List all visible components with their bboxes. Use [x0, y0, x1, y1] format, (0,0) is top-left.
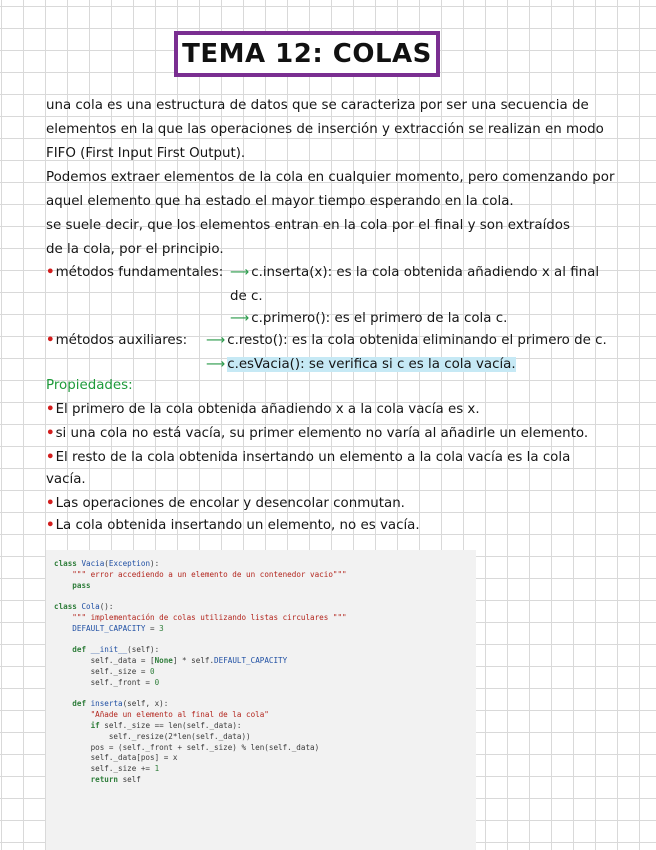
code-line	[54, 635, 468, 646]
methods-fundamental-label: •métodos fundamentales:	[46, 265, 224, 280]
bullet-icon: •	[46, 402, 55, 417]
method-resto: ⟶ c.resto(): es la cola obtenida eliminando el primero de c.	[206, 333, 607, 348]
code-line: """ implementación de colas utilizando listas circulares """	[72, 612, 347, 622]
title-box	[174, 31, 440, 77]
bullet-icon: •	[46, 518, 55, 533]
code-line: return self	[90, 774, 141, 784]
paragraph-line: se suele decir, que los elementos entran en la cola por el final y son extraídos	[46, 218, 570, 233]
code-line	[54, 591, 468, 602]
bullet-icon: •	[46, 426, 55, 441]
property-item: •El primero de la cola obtenida añadiendo x a la cola vacía es x.	[46, 402, 480, 417]
bullet-icon: •	[46, 333, 55, 348]
property-item: •La cola obtenida insertando un elemento, no es vacía.	[46, 518, 420, 533]
code-snippet	[46, 550, 476, 850]
properties-heading: Propiedades:	[46, 378, 133, 393]
code-line: """ error accediendo a un elemento de un contenedor vacio"""	[72, 569, 347, 579]
arrow-icon: ⟶	[230, 265, 250, 280]
bullet-icon: •	[46, 450, 55, 465]
code-line	[54, 689, 468, 700]
methods-auxiliary-label: •métodos auxiliares:	[46, 333, 188, 348]
code-line: self._size = 0	[54, 666, 155, 676]
code-line: if self._size == len(self._data):	[90, 720, 242, 730]
bullet-icon: •	[46, 496, 55, 511]
code-line: self._data = [None] * self.DEFAULT_CAPACITY	[54, 656, 288, 666]
code-line: def __init__(self):	[72, 645, 160, 655]
code-lines	[54, 559, 468, 786]
paragraph-line: de la cola, por el principio.	[46, 242, 224, 257]
property-item: •El resto de la cola obtenida insertando un elemento a la cola vacía es la cola	[46, 450, 571, 465]
arrow-icon: ⟶	[206, 357, 226, 372]
code-line: class Vacia(Exception):	[54, 559, 160, 568]
method-esvacia: ⟶ c.esVacia(): se verifica si c es la cola vacía.	[206, 357, 516, 372]
code-line: self._resize(2*len(self._data))	[54, 731, 251, 741]
arrow-icon: ⟶	[230, 311, 250, 326]
code-line: def inserta(self, x):	[72, 699, 169, 709]
method-inserta: ⟶ c.inserta(x): es la cola obtenida añadiendo x al final	[230, 265, 600, 280]
method-inserta-continued: de c.	[230, 289, 263, 304]
code-line: pos = (self._front + self._size) % len(self._data)	[54, 742, 320, 752]
paragraph-line: Podemos extraer elementos de la cola en cualquier momento, pero comenzando por	[46, 170, 615, 185]
paragraph-line: elementos en la que las operaciones de inserción y extracción se realizan en modo	[46, 122, 604, 137]
property-item: •si una cola no está vacía, su primer elemento no varía al añadirle un elemento.	[46, 426, 589, 441]
code-line: self._data[pos] = x	[54, 753, 178, 763]
arrow-icon: ⟶	[206, 333, 226, 348]
code-line: self._size += 1	[54, 764, 160, 774]
method-primero: ⟶ c.primero(): es el primero de la cola c.	[230, 311, 508, 326]
paragraph-line: una cola es una estructura de datos que se caracteriza por ser una secuencia de	[46, 98, 589, 113]
property-item-continued: vacía.	[46, 472, 86, 487]
code-line: class Cola():	[54, 602, 114, 612]
property-item: •Las operaciones de encolar y desencolar conmutan.	[46, 496, 405, 511]
page-title: TEMA 12: COLAS	[182, 39, 432, 69]
code-line: self._front = 0	[54, 677, 160, 687]
code-line: "Añade un elemento al final de la cola"	[90, 710, 269, 720]
code-line: pass	[72, 580, 91, 590]
paragraph-line: FIFO (First Input First Output).	[46, 146, 246, 161]
code-line: DEFAULT_CAPACITY = 3	[72, 623, 164, 633]
paragraph-line: aquel elemento que ha estado el mayor tiempo esperando en la cola.	[46, 194, 514, 209]
bullet-icon: •	[46, 265, 55, 280]
